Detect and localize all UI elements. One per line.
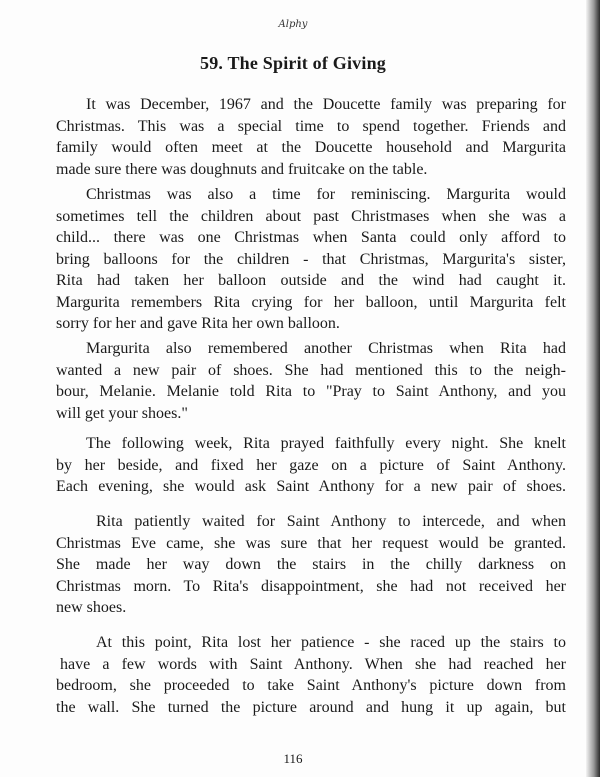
- paragraph-line: by her beside, and fixed her gaze on a picture of Saint Anthony.: [56, 456, 566, 474]
- paragraph-line: will get your shoes.": [56, 404, 188, 422]
- paragraph-line: family would often meet at the Doucette household and Margurita: [56, 139, 566, 156]
- paragraph-3: [56, 338, 566, 424]
- paragraph-1: [56, 94, 566, 180]
- paragraph-line: wanted a new pair of shoes. She had mentioned this to the neigh-: [56, 361, 566, 379]
- paragraph-line: Christmas morn. To Rita's disappointment, she had not received her: [56, 577, 566, 595]
- paragraph-line: Margurita also remembered another Christmas when Rita had: [86, 340, 566, 357]
- paragraph-line: bedroom, she proceeded to take Saint Anthony's picture down from: [56, 677, 566, 694]
- paragraph-line: sorry for her and gave Rita her own balloon.: [56, 315, 340, 332]
- paragraph-line: have a few words with Saint Anthony. When she had reached her: [60, 655, 566, 673]
- paragraph-5: [56, 511, 566, 619]
- paragraph-2: [56, 184, 566, 335]
- paragraph-line: The following week, Rita prayed faithfully every night. She knelt: [86, 435, 566, 452]
- paragraph-line: At this point, Rita lost her patience - she raced up the stairs to: [96, 634, 566, 651]
- page-edge-shadow: [586, 0, 600, 777]
- paragraph-line: new shoes.: [56, 599, 127, 616]
- paragraph-line: bring balloons for the children - that Christmas, Margurita's sister,: [56, 250, 566, 268]
- paragraph-line: Margurita remembers Rita crying for her balloon, until Margurita felt: [56, 293, 566, 311]
- paragraph-line: the wall. She turned the picture around and hung it up again, but: [56, 698, 566, 716]
- paragraph-line: Rita had taken her balloon outside and the wind had caught it.: [56, 272, 566, 289]
- paragraph-line: Rita patiently waited for Saint Anthony to intercede, and when: [96, 513, 566, 530]
- paragraph-line: Each evening, she would ask Saint Anthony for a new pair of shoes.: [56, 478, 566, 495]
- paragraph-line: made sure there was doughnuts and fruitcake on the table.: [56, 160, 428, 178]
- page-number: 116: [283, 751, 303, 766]
- paragraph-6: [56, 632, 566, 718]
- paragraph-4: [56, 433, 566, 498]
- paragraph-line: Christmas was also a time for reminiscing. Margurita would: [86, 186, 566, 203]
- paragraph-line: sometimes tell the children about past Christmases when she was a: [56, 207, 566, 225]
- chapter-title: 59. The Spirit of Giving: [200, 53, 386, 73]
- paragraph-line: child... there was one Christmas when Santa could only afford to: [56, 229, 566, 246]
- paragraph-line: She made her way down the stairs in the chilly darkness on: [56, 556, 566, 573]
- running-head: Alphy: [278, 19, 308, 30]
- paragraph-line: bour, Melanie. Melanie told Rita to "Pray to Saint Anthony, and you: [56, 383, 566, 400]
- paragraph-line: It was December, 1967 and the Doucette family was preparing for: [86, 96, 566, 113]
- paragraph-line: Christmas. This was a special time to spend together. Friends and: [56, 117, 566, 135]
- paragraph-line: Christmas Eve came, she was sure that her request would be granted.: [56, 534, 566, 552]
